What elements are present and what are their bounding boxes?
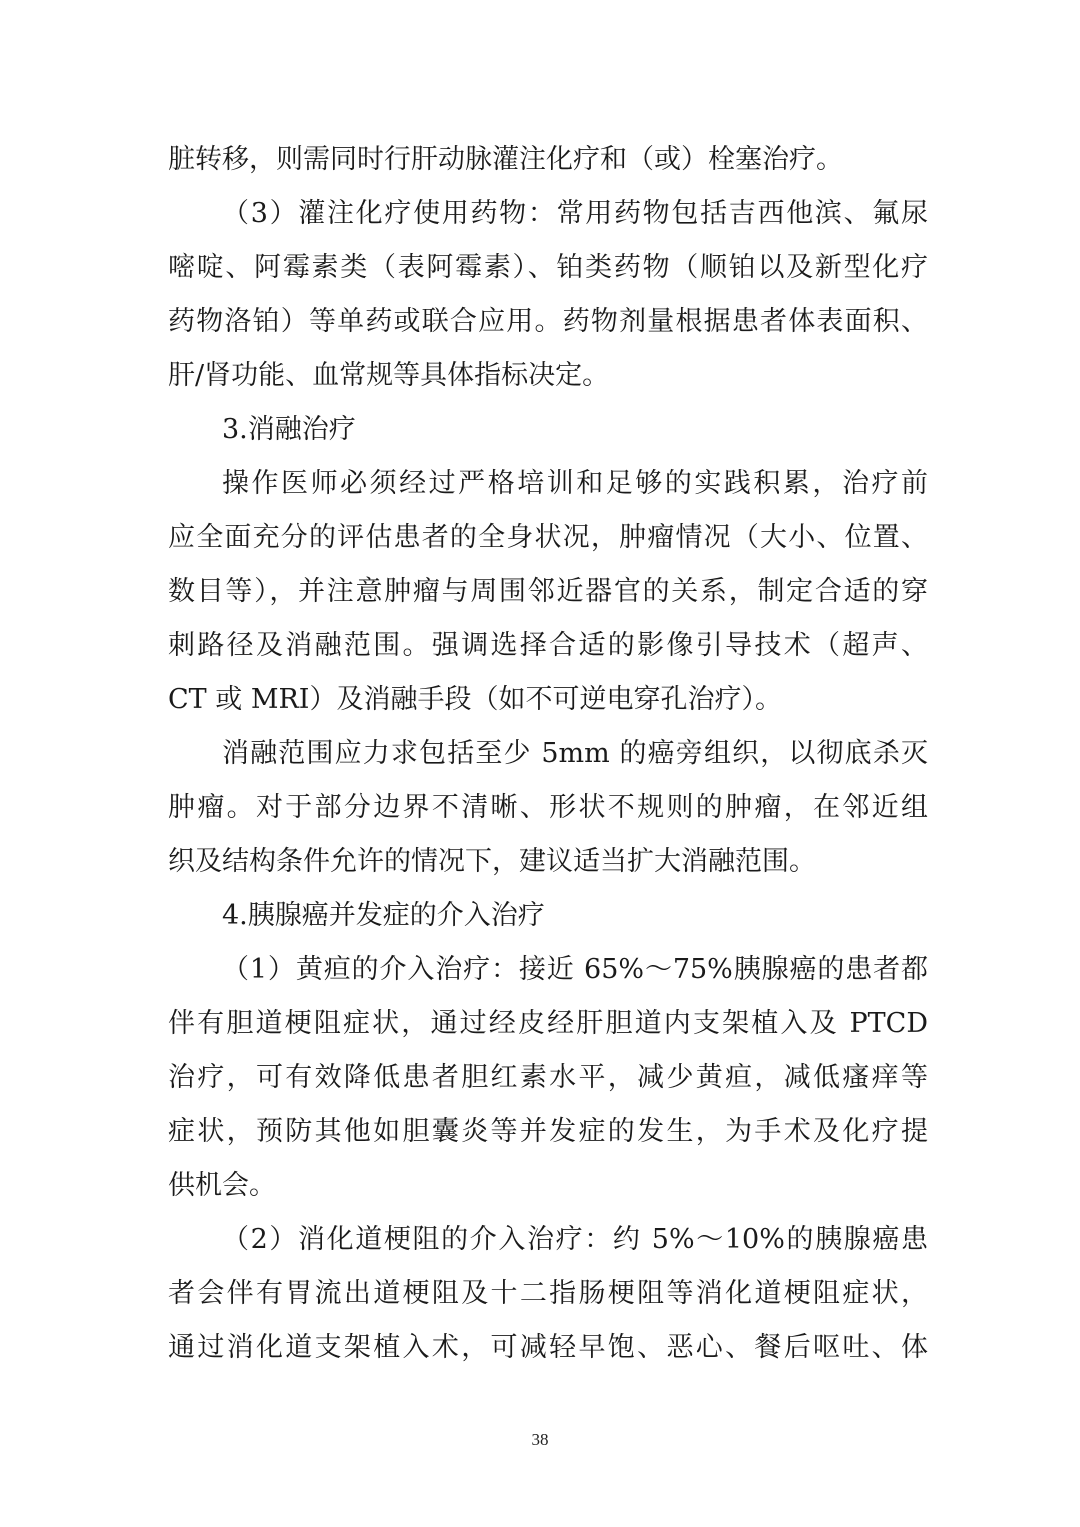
paragraph-line: 治疗，可有效降低患者胆红素水平，减少黄疸，减低瘙痒等 [168, 1062, 928, 1093]
paragraph-line: 织及结构条件允许的情况下，建议适当扩大消融范围。 [168, 846, 816, 877]
section-heading: 3.消融治疗 [222, 414, 356, 445]
paragraph-line: （3）灌注化疗使用药物：常用药物包括吉西他滨、氟尿 [222, 198, 928, 229]
paragraph-line: 嘧啶、阿霉素类（表阿霉素）、铂类药物（顺铂以及新型化疗 [168, 252, 928, 283]
paragraph-line: 通过消化道支架植入术，可减轻早饱、恶心、餐后呕吐、体 [168, 1332, 928, 1363]
paragraph-line: 数目等），并注意肿瘤与周围邻近器官的关系，制定合适的穿 [168, 576, 928, 607]
section-heading: 4.胰腺癌并发症的介入治疗 [222, 900, 545, 931]
paragraph-line: 供机会。 [168, 1170, 276, 1201]
paragraph-line: 药物洛铂）等单药或联合应用。药物剂量根据患者体表面积、 [168, 306, 928, 337]
paragraph-line: 脏转移，则需同时行肝动脉灌注化疗和（或）栓塞治疗。 [168, 144, 843, 175]
page-number: 38 [531, 1430, 549, 1449]
paragraph-line: 刺路径及消融范围。强调选择合适的影像引导技术（超声、 [168, 630, 928, 661]
paragraph-line: （1）黄疸的介入治疗：接近 65%～75%胰腺癌的患者都 [222, 954, 928, 985]
paragraph-line: 者会伴有胃流出道梗阻及十二指肠梗阻等消化道梗阻症状， [168, 1278, 928, 1309]
paragraph-line: （2）消化道梗阻的介入治疗：约 5%～10%的胰腺癌患 [222, 1224, 928, 1255]
paragraph-line: 应全面充分的评估患者的全身状况，肿瘤情况（大小、位置、 [168, 522, 928, 553]
paragraph-line: 伴有胆道梗阻症状，通过经皮经肝胆道内支架植入及 PTCD [168, 1008, 928, 1039]
paragraph-line: 消融范围应力求包括至少 5mm 的癌旁组织，以彻底杀灭 [222, 738, 928, 769]
paragraph-line: CT 或 MRI）及消融手段（如不可逆电穿孔治疗）。 [168, 684, 782, 715]
paragraph-line: 肝/肾功能、血常规等具体指标决定。 [168, 360, 610, 391]
paragraph-line: 操作医师必须经过严格培训和足够的实践积累，治疗前 [222, 468, 928, 499]
paragraph-line: 症状，预防其他如胆囊炎等并发症的发生，为手术及化疗提 [168, 1116, 928, 1147]
paragraph-line: 肿瘤。对于部分边界不清晰、形状不规则的肿瘤，在邻近组 [168, 792, 928, 823]
